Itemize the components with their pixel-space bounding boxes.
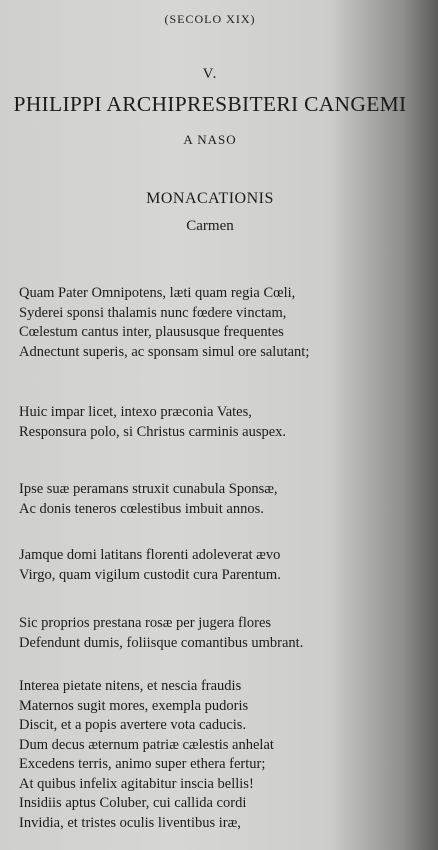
verse-line: Discit, et a popis avertere vota caducis. (19, 717, 247, 733)
stanza-6 (19, 677, 274, 833)
stanza-1 (19, 284, 309, 362)
author-heading: PHILIPPI ARCHIPRESBITERI CANGEMI (13, 92, 407, 116)
verse-line: Invidia, et tristes oculis liventibus iræ, (19, 814, 241, 831)
place-heading: A NASO (183, 132, 237, 147)
verse-line: Responsura polo, si Christus carminis auspex. (19, 423, 287, 440)
verse-line: Huic impar licet, intexo præconia Vates, (19, 404, 252, 420)
work-title: MONACATIONIS (146, 190, 274, 207)
work-subtitle: Carmen (186, 218, 234, 234)
verse-line: Sic proprios prestana rosæ per jugera flores (19, 615, 272, 631)
verse-line: Insidiis aptus Coluber, cui callida cordi (19, 795, 247, 811)
verse-line: Excedens terris, animo super ethera fertur; (19, 756, 266, 772)
stanza-3 (19, 480, 278, 519)
section-numeral: V. (202, 66, 218, 82)
verse-line: Maternos sugit mores, exempla pudoris (19, 697, 249, 714)
verse-line: Virgo, quam vigilum custodit cura Parentum. (19, 566, 281, 583)
verse-line: Cœlestum cantus inter, plaususque frequentes (19, 324, 284, 340)
verse-line: Dum decus æternum patriæ cælestis anhelat (19, 736, 274, 753)
verse-line: At quibus infelix agitabitur inscia bellis! (19, 775, 254, 792)
verse-line: Interea pietate nitens, et nescia fraudis (19, 678, 242, 694)
verse-line: Adnectunt superis, ac sponsam simul ore salutant; (19, 343, 310, 360)
stanza-4 (19, 546, 281, 585)
verse-line: Jamque domi latitans florenti adoleverat ævo (19, 547, 281, 563)
stanza-2 (19, 403, 286, 442)
running-header: (SECOLO XIX) (164, 12, 256, 26)
stanza-5 (19, 614, 303, 653)
verse-line: Ipse suæ peramans struxit cunabula Sponsæ, (19, 481, 278, 497)
verse-line: Ac donis teneros cœlestibus imbuit annos. (19, 500, 264, 517)
verse-line: Defendunt dumis, foliisque comantibus umbrant. (19, 634, 304, 651)
verse-line: Quam Pater Omnipotens, læti quam regia Cœli, (19, 285, 296, 301)
verse-line: Syderei sponsi thalamis nunc fœdere vinctam, (19, 304, 287, 321)
